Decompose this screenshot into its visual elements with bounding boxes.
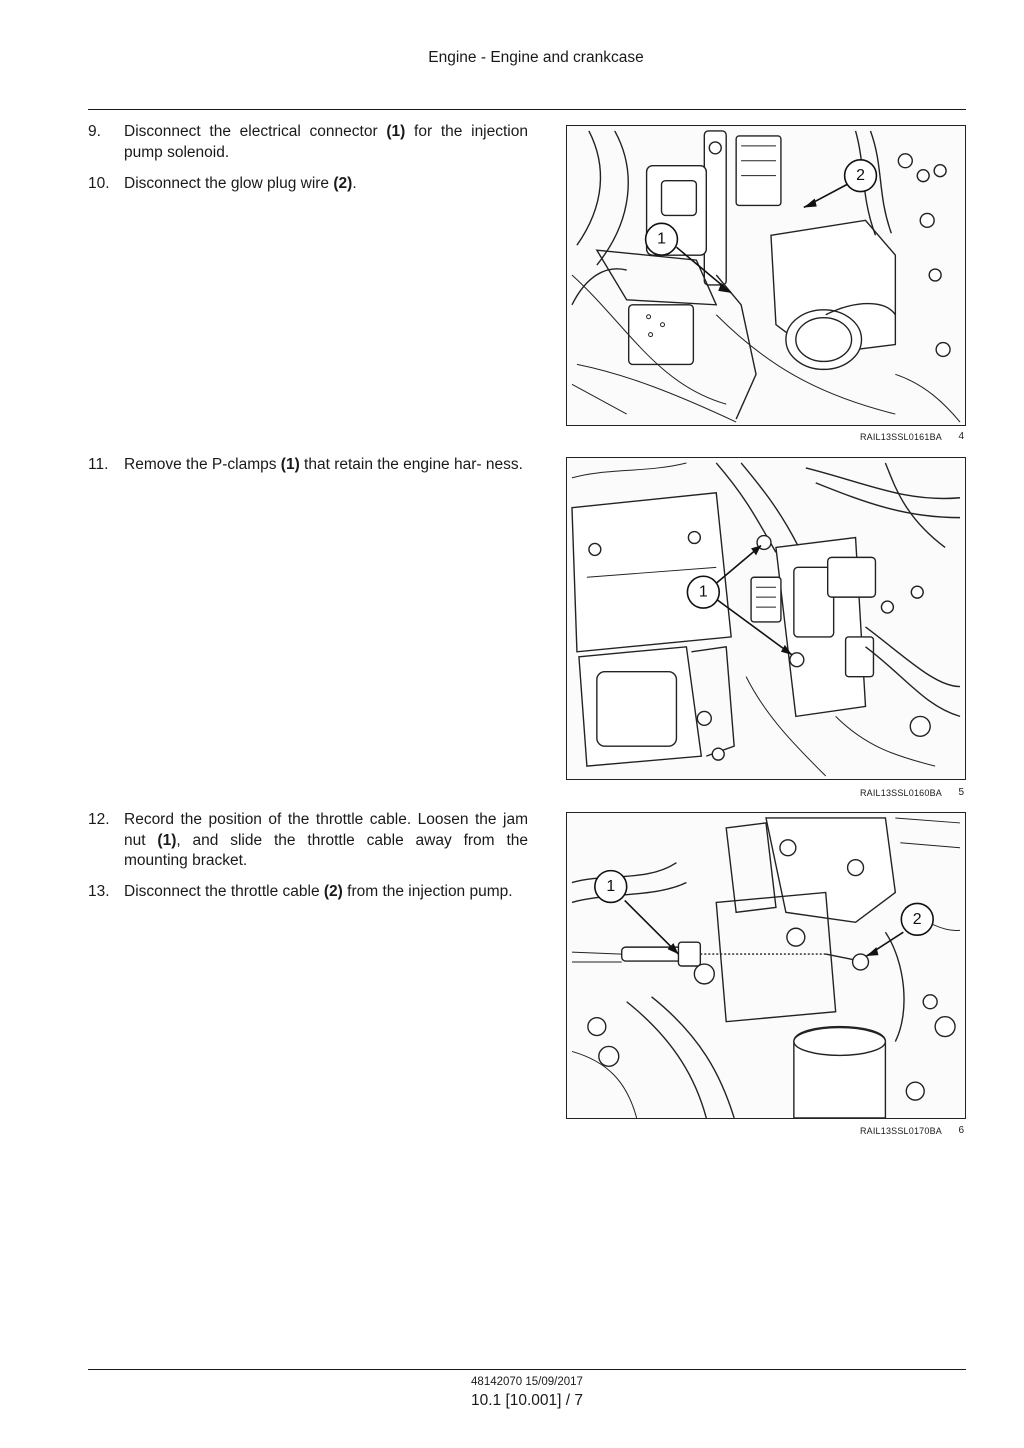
step-12 bbox=[88, 810, 528, 872]
step-13 bbox=[88, 882, 528, 903]
step-number: 12. bbox=[88, 811, 110, 828]
step-9 bbox=[88, 122, 528, 163]
figure-5-illustration bbox=[566, 457, 966, 780]
callout-1 bbox=[687, 576, 719, 608]
step-text: Disconnect the throttle cable (2) from the injection pump. bbox=[124, 883, 513, 900]
figure-6-illustration bbox=[566, 812, 966, 1119]
figure-4-illustration bbox=[566, 125, 966, 426]
footer-rule bbox=[88, 1369, 966, 1370]
footer-document-id: 48142070 15/09/2017 bbox=[471, 1376, 583, 1388]
callout-1 bbox=[646, 223, 678, 255]
figure-5-caption bbox=[566, 786, 966, 800]
step-number: 13. bbox=[88, 883, 110, 900]
svg-text:1: 1 bbox=[698, 583, 708, 601]
figure-number: 6 bbox=[958, 1125, 964, 1136]
figure-number: 4 bbox=[958, 431, 964, 442]
figure-number: 5 bbox=[958, 787, 964, 798]
step-number: 10. bbox=[88, 175, 110, 192]
step-text: Remove the P-clamps (1) that retain the engine har- ness. bbox=[124, 456, 523, 473]
figure-code: RAIL13SSL0161BA bbox=[859, 432, 942, 442]
step-11 bbox=[88, 455, 528, 476]
step-text: Disconnect the electrical connector (1) for the injection pump solenoid. bbox=[124, 123, 528, 161]
svg-text:2: 2 bbox=[856, 167, 865, 185]
callout-2 bbox=[901, 903, 933, 935]
callout-2 bbox=[845, 160, 877, 192]
svg-text:2: 2 bbox=[912, 910, 922, 928]
page-header-title: Engine - Engine and crankcase bbox=[428, 49, 644, 66]
step-text: Record the position of the throttle cable. Loosen the jam nut (1), and slide the throttle cable away from the mounting bracket. bbox=[124, 811, 528, 869]
header-rule bbox=[88, 109, 966, 110]
footer-page-number: 10.1 [10.001] / 7 bbox=[470, 1392, 584, 1409]
svg-text:1: 1 bbox=[657, 230, 666, 248]
figure-4-caption bbox=[566, 430, 966, 444]
figure-code: RAIL13SSL0160BA bbox=[859, 788, 942, 798]
step-number: 11. bbox=[88, 456, 109, 473]
svg-text:1: 1 bbox=[606, 878, 616, 896]
step-10 bbox=[88, 174, 528, 195]
callout-1 bbox=[595, 871, 627, 903]
figure-code: RAIL13SSL0170BA bbox=[859, 1126, 942, 1136]
step-number: 9. bbox=[88, 123, 101, 140]
figure-6-caption bbox=[566, 1124, 966, 1138]
step-text: Disconnect the glow plug wire (2). bbox=[124, 175, 357, 192]
